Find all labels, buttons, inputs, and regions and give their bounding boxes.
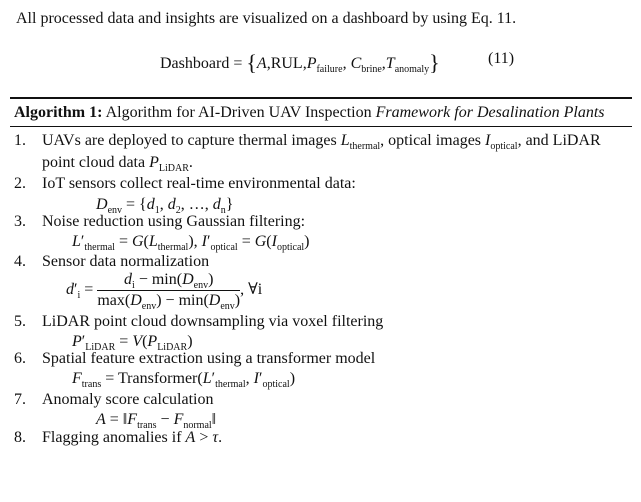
algorithm-top-rule: [10, 97, 632, 99]
algorithm-title: Algorithm 1: Algorithm for AI-Driven UAV Inspection Framework for Desalination Plants: [14, 104, 605, 121]
formula-anomaly-score: $A = ‖F_{trans}$ − $F_{normal}‖$: [96, 411, 217, 431]
formula-normalization: $d'_i$ = $\frac{d_i - \min(D_{env})}{\max(D_{env}) - \min(D_{env})}$ , ∀i: [66, 271, 263, 312]
equation-number: (11): [488, 50, 515, 67]
formula-gaussian: $L'_{thermal} = G(L_{thermal})$, $I'_{optical} = G(I_{optical})$: [72, 233, 310, 253]
algorithm-title-rule: [10, 126, 632, 127]
formula-transformer: $F_{trans}$ = $Transformer(L'_{thermal}$, $I'_{optical}$): [72, 370, 296, 390]
intro-text: All processed data and insights are visualized on a dashboard by using Eq. 11.: [16, 10, 517, 27]
formula-env-data: $D_{env} = \{d_1$, $d_2$, …, $d_n$}: [96, 196, 234, 216]
dashboard-equation: Dashboard = {$A,RUL,P_{failure}$, $C_{brine},T_{anomaly}$}: [160, 50, 440, 75]
formula-voxel: $P'_{LiDAR} = V(P_{LiDAR})$: [72, 333, 193, 353]
